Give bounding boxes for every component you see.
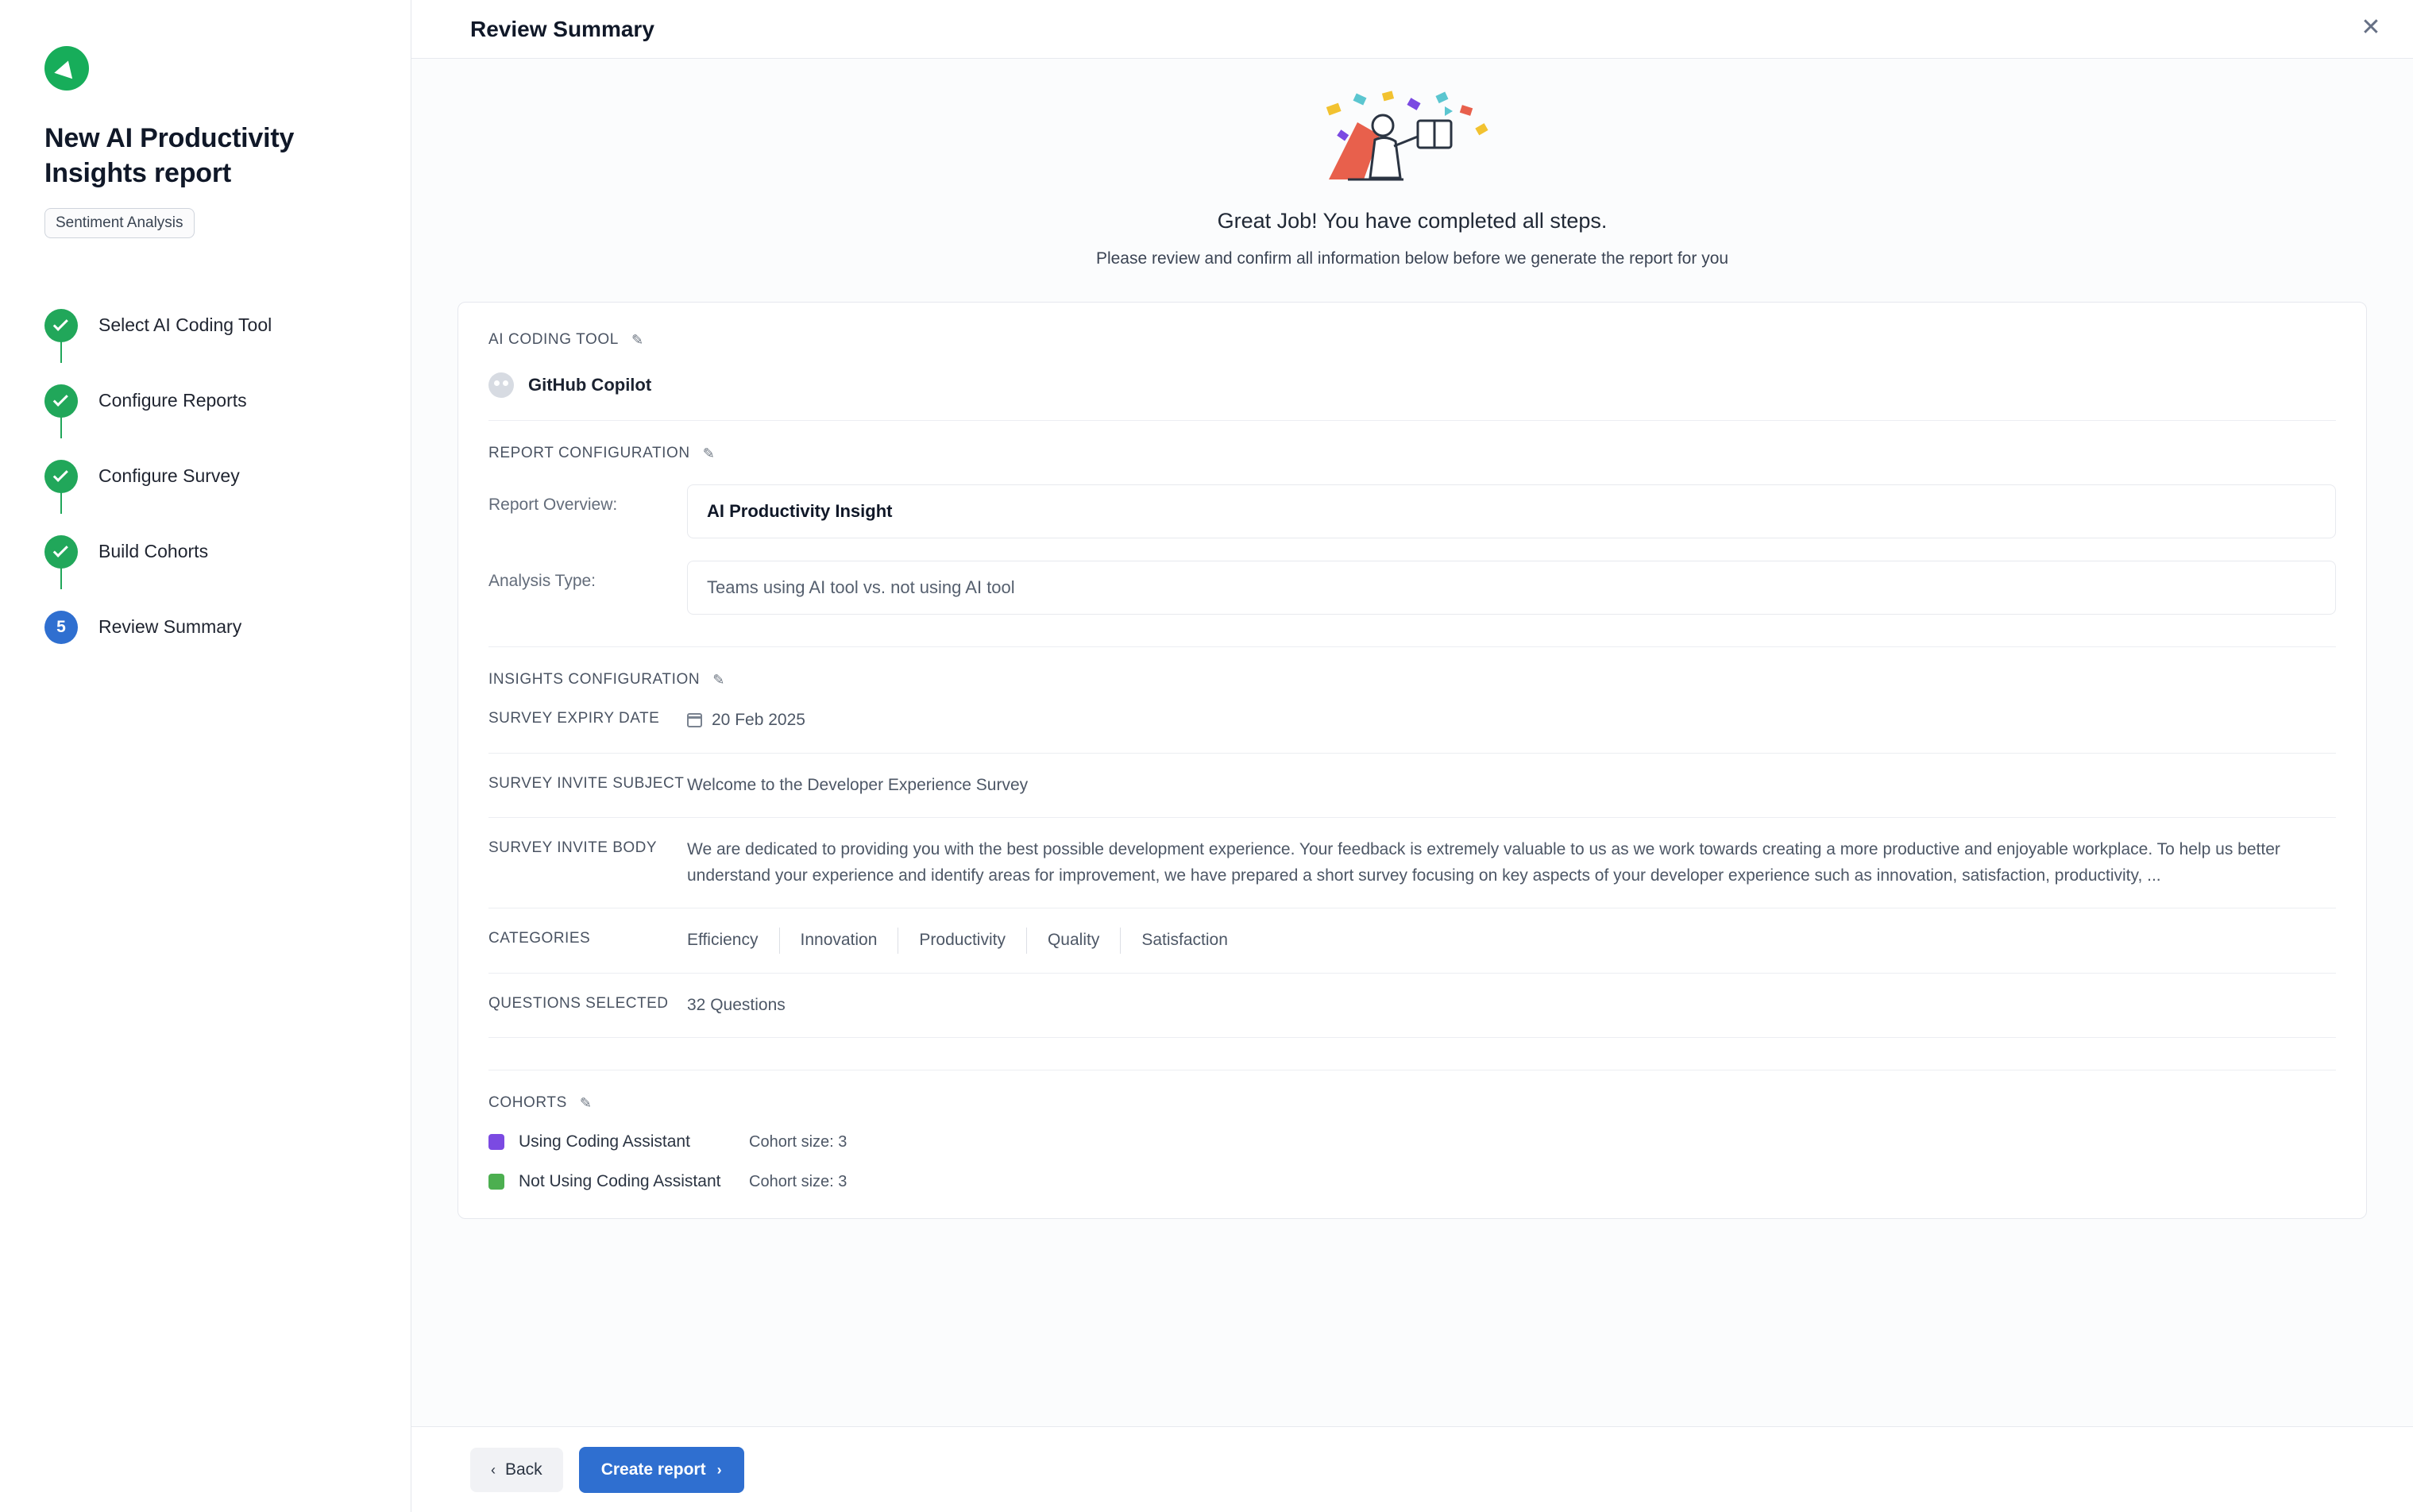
step-label: Build Cohorts	[98, 541, 209, 562]
cohort-name: Not Using Coding Assistant	[519, 1172, 721, 1191]
back-button-label: Back	[505, 1460, 542, 1479]
celebration-illustration-icon	[411, 91, 2413, 190]
survey-expiry-value: 20 Feb 2025	[712, 711, 805, 729]
category-item: Productivity	[898, 928, 1027, 954]
report-title: New AI Productivity Insights report	[44, 123, 295, 189]
questions-selected-row	[488, 974, 2336, 1039]
categories-value	[687, 928, 2336, 954]
analysis-type-row	[488, 561, 2336, 615]
sidebar-step-configure-survey[interactable]	[44, 438, 366, 514]
survey-expiry-key: SURVEY EXPIRY DATE	[488, 710, 660, 727]
survey-expiry-row	[488, 688, 2336, 754]
ai-tool-row	[488, 372, 2336, 421]
step-marker-done	[44, 309, 78, 342]
analysis-type-value: Teams using AI tool vs. not using AI tool	[687, 561, 2336, 615]
step-marker-current: 5	[44, 611, 78, 644]
hero-title: Great Job! You have completed all steps.	[1217, 209, 1608, 233]
report-overview-value: AI Productivity Insight	[687, 484, 2336, 538]
step-label: Select AI Coding Tool	[98, 314, 272, 336]
stepper	[44, 287, 366, 665]
ai-tool-name: GitHub Copilot	[528, 375, 652, 395]
section-label-text: AI CODING TOOL	[488, 331, 619, 348]
categories-key: CATEGORIES	[488, 930, 591, 947]
github-copilot-icon	[488, 372, 514, 398]
divider	[488, 646, 2336, 647]
section-ai-coding-tool	[488, 331, 2336, 349]
analysis-type-label: Analysis Type:	[488, 572, 596, 590]
section-label-text: INSIGHTS CONFIGURATION	[488, 671, 701, 688]
sidebar-step-review-summary[interactable]	[44, 589, 366, 665]
category-item: Innovation	[780, 928, 899, 954]
edit-pencil-icon[interactable]: ✎	[702, 445, 716, 461]
section-cohorts	[488, 1094, 2336, 1112]
step-label: Review Summary	[98, 616, 242, 638]
questions-selected-value: 32 Questions	[687, 995, 786, 1014]
cohort-row	[488, 1172, 2336, 1191]
edit-pencil-icon[interactable]: ✎	[712, 671, 725, 688]
page-title: Review Summary	[470, 16, 654, 41]
sidebar-step-configure-reports[interactable]	[44, 363, 366, 438]
survey-subject-value: Welcome to the Developer Experience Survey	[687, 775, 1029, 794]
cohort-row	[488, 1132, 2336, 1151]
categories-row	[488, 908, 2336, 974]
cohort-size: Cohort size: 3	[749, 1132, 847, 1151]
section-label-text: REPORT CONFIGURATION	[488, 445, 690, 461]
categories-list	[687, 928, 2336, 954]
survey-subject-row	[488, 754, 2336, 819]
category-item: Satisfaction	[1141, 931, 1228, 950]
hero	[411, 59, 2413, 268]
questions-selected-key: QUESTIONS SELECTED	[488, 994, 669, 1012]
main-panel	[411, 0, 2413, 1512]
section-label-text: COHORTS	[488, 1094, 567, 1112]
main-header	[411, 0, 2413, 59]
step-marker-done	[44, 535, 78, 569]
edit-pencil-icon[interactable]: ✎	[631, 331, 644, 348]
create-report-button[interactable]	[579, 1447, 744, 1493]
chevron-right-icon: ›	[716, 1461, 722, 1478]
hero-subtitle: Please review and confirm all information below before we generate the report for you	[1095, 249, 1729, 268]
sidebar-step-select-ai-coding-tool[interactable]	[44, 287, 366, 363]
survey-body-value: We are dedicated to providing you with the best possible development experience. Your feedback is extremely valuable to us as we work towards creating a more productive and enjoyable workplace. To help us better understand your experience and identify areas for improvement, we have prepared a short survey focusing on key aspects of your developer experience such as innovation, satisfaction, productivity, ...	[687, 840, 2280, 885]
status-badge: Sentiment Analysis	[44, 208, 195, 238]
cohort-size: Cohort size: 3	[749, 1172, 847, 1190]
category-item: Efficiency	[687, 928, 780, 954]
back-button[interactable]	[470, 1448, 563, 1492]
category-item: Quality	[1027, 928, 1121, 954]
section-report-configuration	[488, 445, 2336, 462]
app-logo-icon	[44, 46, 89, 91]
report-overview-row	[488, 484, 2336, 538]
step-marker-done	[44, 384, 78, 418]
footer-bar	[411, 1426, 2413, 1512]
edit-pencil-icon[interactable]: ✎	[579, 1094, 593, 1111]
survey-expiry-value-wrap	[687, 708, 2336, 734]
cohort-color-swatch	[488, 1174, 504, 1190]
close-icon[interactable]: ✕	[2361, 14, 2381, 40]
step-label: Configure Survey	[98, 465, 240, 487]
survey-subject-key: SURVEY INVITE SUBJECT	[488, 774, 685, 792]
create-report-label: Create report	[600, 1460, 706, 1479]
content-area	[411, 59, 2413, 1426]
step-label: Configure Reports	[98, 390, 247, 411]
sidebar	[0, 0, 411, 1512]
cohort-color-swatch	[488, 1134, 504, 1150]
cohort-name: Using Coding Assistant	[519, 1132, 690, 1151]
report-overview-label: Report Overview:	[488, 496, 618, 514]
sidebar-step-build-cohorts[interactable]	[44, 514, 366, 589]
survey-body-row	[488, 818, 2336, 908]
step-marker-done	[44, 460, 78, 493]
summary-card	[458, 302, 2367, 1219]
chevron-left-icon: ‹	[491, 1461, 496, 1478]
survey-body-key: SURVEY INVITE BODY	[488, 839, 658, 857]
calendar-icon	[687, 713, 702, 727]
section-insights-configuration	[488, 671, 2336, 688]
